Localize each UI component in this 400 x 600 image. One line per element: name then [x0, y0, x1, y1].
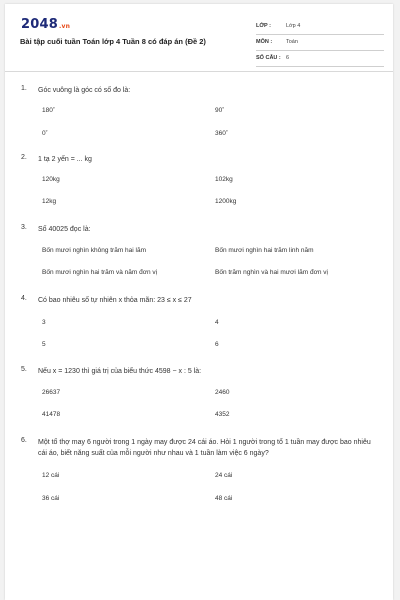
logo-domain-text: .vn: [58, 23, 71, 30]
answer-option-b[interactable]: 90˚: [215, 107, 225, 114]
logo-main-text: 2048: [21, 17, 58, 32]
meta-row-class: [256, 19, 384, 35]
answer-option-c[interactable]: Bốn mươi nghìn hai trăm và năm đơn vị: [42, 269, 158, 276]
answer-option-c[interactable]: 41478: [42, 411, 61, 418]
answer-option-b[interactable]: 4: [215, 319, 219, 326]
question-text: Nếu x = 1230 thì giá trị của biểu thức 4598 − x : 5 là:: [38, 368, 202, 375]
answer-option-b[interactable]: Bốn mươi nghìn hai trăm linh năm: [215, 247, 314, 254]
answer-option-d[interactable]: 360˚: [215, 130, 229, 137]
answer-option-c[interactable]: 36 cái: [42, 495, 60, 502]
question-text: Góc vuông là góc có số đo là:: [38, 87, 131, 94]
question-number: 2.: [21, 154, 27, 161]
question-text: Một tổ thợ may 6 người trong 1 ngày may được 24 cái áo. Hỏi 1 người trong tổ 1 tuần may được bao nhiêu cái áo, biết năng suất của mỗi người như nhau và 1 tuần làm việc 6 ngày?: [38, 439, 371, 457]
worksheet-header: [20, 14, 385, 74]
meta-label-class: LỚP :: [256, 23, 271, 29]
question-number: 3.: [21, 224, 27, 231]
meta-label-question-count: SỐ CÂU :: [256, 55, 281, 61]
question-number: 4.: [21, 295, 27, 302]
answer-option-c[interactable]: 5: [42, 341, 46, 348]
answer-option-a[interactable]: 26637: [42, 389, 61, 396]
answer-option-a[interactable]: 120kg: [42, 176, 60, 183]
answer-option-b[interactable]: 2460: [215, 389, 230, 396]
question-number: 6.: [21, 437, 27, 444]
site-logo[interactable]: [21, 17, 70, 32]
worksheet-page: [5, 4, 393, 600]
worksheet-title: Bài tập cuối tuần Toán lớp 4 Tuần 8 có đáp án (Đề 2): [20, 37, 206, 46]
meta-row-question-count: [256, 51, 384, 67]
worksheet-meta: [256, 19, 384, 67]
meta-value-question-count: 6: [286, 55, 290, 61]
answer-option-a[interactable]: 12 cái: [42, 472, 60, 479]
answer-option-b[interactable]: 102kg: [215, 176, 233, 183]
question-text: 1 tạ 2 yến = ... kg: [38, 156, 92, 163]
answer-option-c[interactable]: 12kg: [42, 198, 57, 205]
answer-option-d[interactable]: 48 cái: [215, 495, 233, 502]
answer-option-a[interactable]: 3: [42, 319, 46, 326]
question-text: Có bao nhiêu số tự nhiên x thỏa mãn: 23 ≤ x ≤ 27: [38, 297, 192, 304]
header-divider: [5, 71, 393, 72]
meta-row-subject: [256, 35, 384, 51]
meta-value-subject: Toán: [286, 39, 298, 45]
answer-option-c[interactable]: 0˚: [42, 130, 48, 137]
question-number: 1.: [21, 85, 27, 92]
meta-label-subject: MÔN :: [256, 39, 273, 45]
answer-option-b[interactable]: 24 cái: [215, 472, 233, 479]
answer-option-a[interactable]: Bốn mươi nghìn không trăm hai lăm: [42, 247, 146, 254]
answer-option-a[interactable]: 180˚: [42, 107, 56, 114]
answer-option-d[interactable]: 6: [215, 341, 219, 348]
meta-value-class: Lớp 4: [286, 23, 301, 29]
answer-option-d[interactable]: Bốn trăm nghìn và hai mươi lăm đơn vị: [215, 269, 328, 276]
answer-option-d[interactable]: 4352: [215, 411, 230, 418]
answer-option-d[interactable]: 1200kg: [215, 198, 237, 205]
question-text: Số 40025 đọc là:: [38, 226, 91, 233]
question-number: 5.: [21, 366, 27, 373]
